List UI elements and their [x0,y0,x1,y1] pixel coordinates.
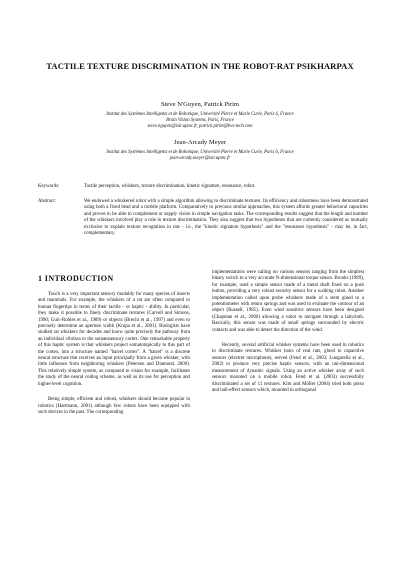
abstract-text: We endowed a whiskered robot with a simple algorithm allowing to discriminate textures. Its efficiency and robustness have been demonstrated using both a fixed head and a mobile platform. Comparatively to previous similar approaches, this system affords greater behavioral capacities and proves to be able to complement or supply vision in simple navigation tasks. The corresponding results suggest that the length and number of the whiskers involved play a role in texture discrimination. They also suggest that two hypotheses that are currently considered as mutually exclusive to explain texture recognition in rats - i.e., the "kinetic signature hypothesis" and the "resonance hypothesis" - may be, in fact, complementary. [84,199,368,237]
paragraph: Being simple, efficient and robust, whiskers should become popular in robotics (Hartmann, 2001) although few robots have been equipped with such devices in the past. The corresponding [38,397,190,415]
abstract-row [38,199,368,237]
paragraph: Recently, several artificial whisker systems have been used in robotics to discriminate textures. Whisker hairs of real rats, glued to capacitive sensors (electret microphone), served (Fend et al., 2003; Lungarella et al., 2002) to produce very precise haptic sensors, with an uni-dimensional measurement of dynamic signals. Using an active whisker array of such sensors mounted on a mobile robot, Fend et al. (2003) successfully discriminated a set of 11 textures. Kim and Möller (2004) tried both piezo and hall-effect sensors which, mounted in orthogonal [212,343,364,393]
author-affiliation: Brain Vision Systems, Paris, France [166,118,234,124]
right-column [212,270,364,394]
paper-title: TACTILE TEXTURE DISCRIMINATION IN THE ROBOT-RAT PSIKHARPAX [46,61,354,71]
author-block-2 [40,138,360,162]
keywords-label: Keywords: [38,184,60,189]
paragraph: Touch is a very important sensory modality for many species of insects and mammals. For example, the whiskers of a rat are often compared to human fingertips in terms of their tactile - or haptic - ability. In particular, they make it possible to finely discriminate textures (Carvell and Simons, 1990; Guic-Robles et al., 1989) or objects (Brecht et al., 1997) and even to precisely determine an aperture width (Krupa et al., 2001). Biologists have studied rat whiskers for decades and know quite precisely the pathway from an individual vibrissa to the somatosensory cortex. One remarkable property of this haptic system is that whiskers project somatotopically to this part of the cortex, into a structure named "barrel cortex". A "barrel" is a discrete neural structure that receives an input principally from a given whisker, with little influence from neighboring whiskers (Petersen and Diamond, 2000). This relatively simple system, as compared to vision for example, facilitates the study of the neural coding scheme, as well as its use for perception and higher-level cognition. [38,292,190,387]
keywords-row [38,184,368,190]
section-heading: 1 INTRODUCTION [38,274,114,283]
left-column [38,292,190,416]
paragraph: implementations were calling on various sensors ranging from the simplest binary switch to a very accurate N-dimensional torque sensor. Brooks (1989), for example, used a simple sensor made of a metal shaft fixed on a push button, providing a very robust security sensor for a walking robot. Another implementation called upon probe whiskers made of a stem glued to a potentiometer with return springs and was used to evaluate the contour of an object (Russell, 1985). Even wind sensitive sensors have been designed (Chapman et al., 2000) allowing a robot to navigate through a labyrinth. Basically, this sensor was made of small springs surrounded by electric contacts and was able to detect the direction of the wind. [212,270,364,333]
author-block-1 [40,100,360,131]
abstract-label: Abstract: [38,199,56,204]
keywords-text: Tactile perception, whiskers, texture discrimination, kinetic signature, resonance, robot. [84,184,256,189]
author-names: Jean-Arcady Meyer [173,139,227,146]
author-emails: jean-arcady.meyer@isir.upmc.fr [169,156,231,162]
author-affiliation: Institut des Systèmes Intelligents et de Robotique, Université Pierre et Marie Curie, Paris 6, France [106,150,294,155]
author-affiliation: Institut des Systèmes Intelligents et de Robotique, Université Pierre et Marie Curie, Paris 6, France [106,112,294,117]
author-names: Steve N'Guyen, Patrick Pirim [160,101,240,108]
author-emails: steve.nguyen@isir.upmc.fr, patrick.pirim@bvs-tech.com [147,124,253,130]
